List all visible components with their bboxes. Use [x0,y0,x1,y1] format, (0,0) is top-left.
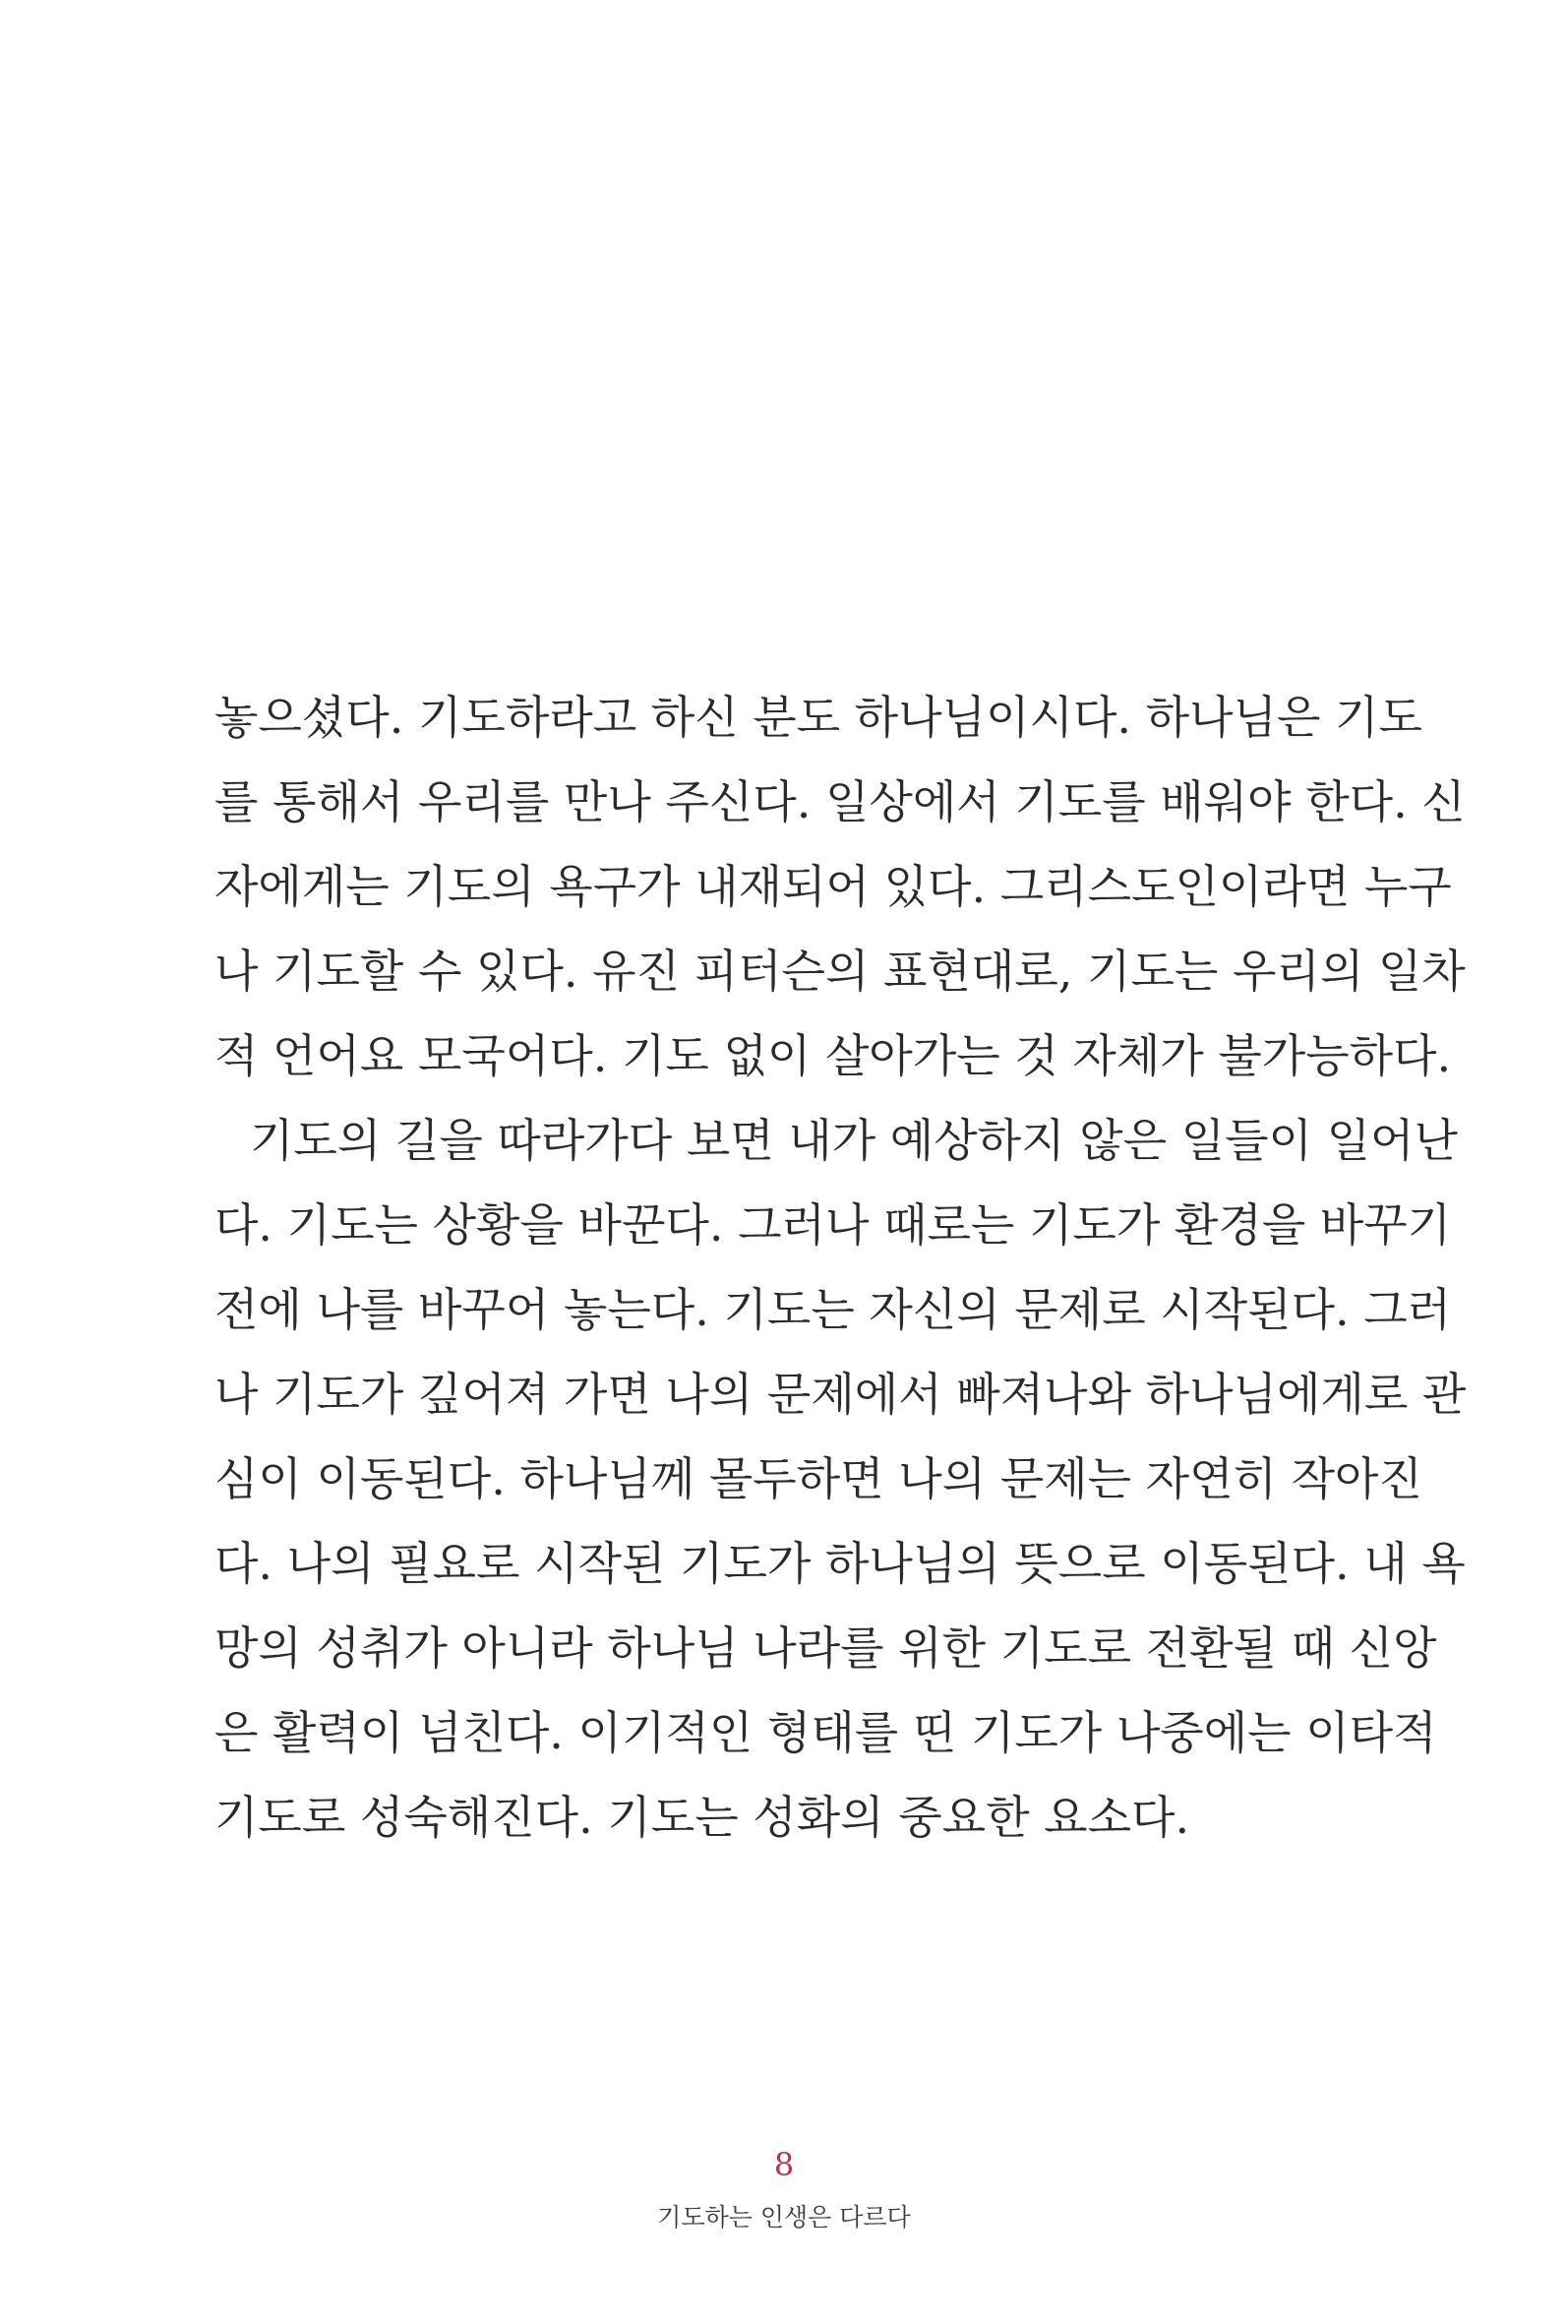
body-line: 기도로 성숙해진다. 기도는 성화의 중요한 요소다. [214,1791,1190,1844]
body-line: 다. 기도는 상황을 바꾼다. 그러나 때로는 기도가 환경을 바꾸기 [214,1198,1452,1252]
body-line: 놓으셨다. 기도하라고 하신 분도 하나님이시다. 하나님은 기도 [214,691,1422,744]
body-line: 망의 성취가 아니라 하나님 나라를 위한 기도로 전환될 때 신앙 [214,1621,1437,1675]
body-line: 자에게는 기도의 욕구가 내재되어 있다. 그리스도인이라면 누구 [214,860,1452,913]
body-line: 심이 이동된다. 하나님께 몰두하면 나의 문제는 자연히 작아진 [214,1452,1422,1505]
body-text [214,675,1467,1860]
running-title: 기도하는 인생은 다르다 [657,2203,911,2232]
body-line: 를 통해서 우리를 만나 주신다. 일상에서 기도를 배워야 한다. 신 [214,775,1466,828]
body-line: 전에 나를 바꾸어 놓는다. 기도는 자신의 문제로 시작된다. 그러 [214,1283,1452,1336]
body-line: 나 기도가 깊어져 가면 나의 문제에서 빠져나와 하나님에게로 관 [214,1368,1467,1421]
body-line: 나 기도할 수 있다. 유진 피터슨의 표현대로, 기도는 우리의 일차 [214,945,1466,998]
body-line: 은 활력이 넘친다. 이기적인 형태를 띤 기도가 나중에는 이타적 [214,1706,1437,1759]
page-number: 8 [773,2146,795,2183]
body-line: 기도의 길을 따라가다 보면 내가 예상하지 않은 일들이 일어난 [250,1114,1458,1167]
body-line: 다. 나의 필요로 시작된 기도가 하나님의 뜻으로 이동된다. 내 욕 [214,1537,1466,1590]
body-line: 적 언어요 모국어다. 기도 없이 살아가는 것 자체가 불가능하다. [214,1029,1452,1082]
